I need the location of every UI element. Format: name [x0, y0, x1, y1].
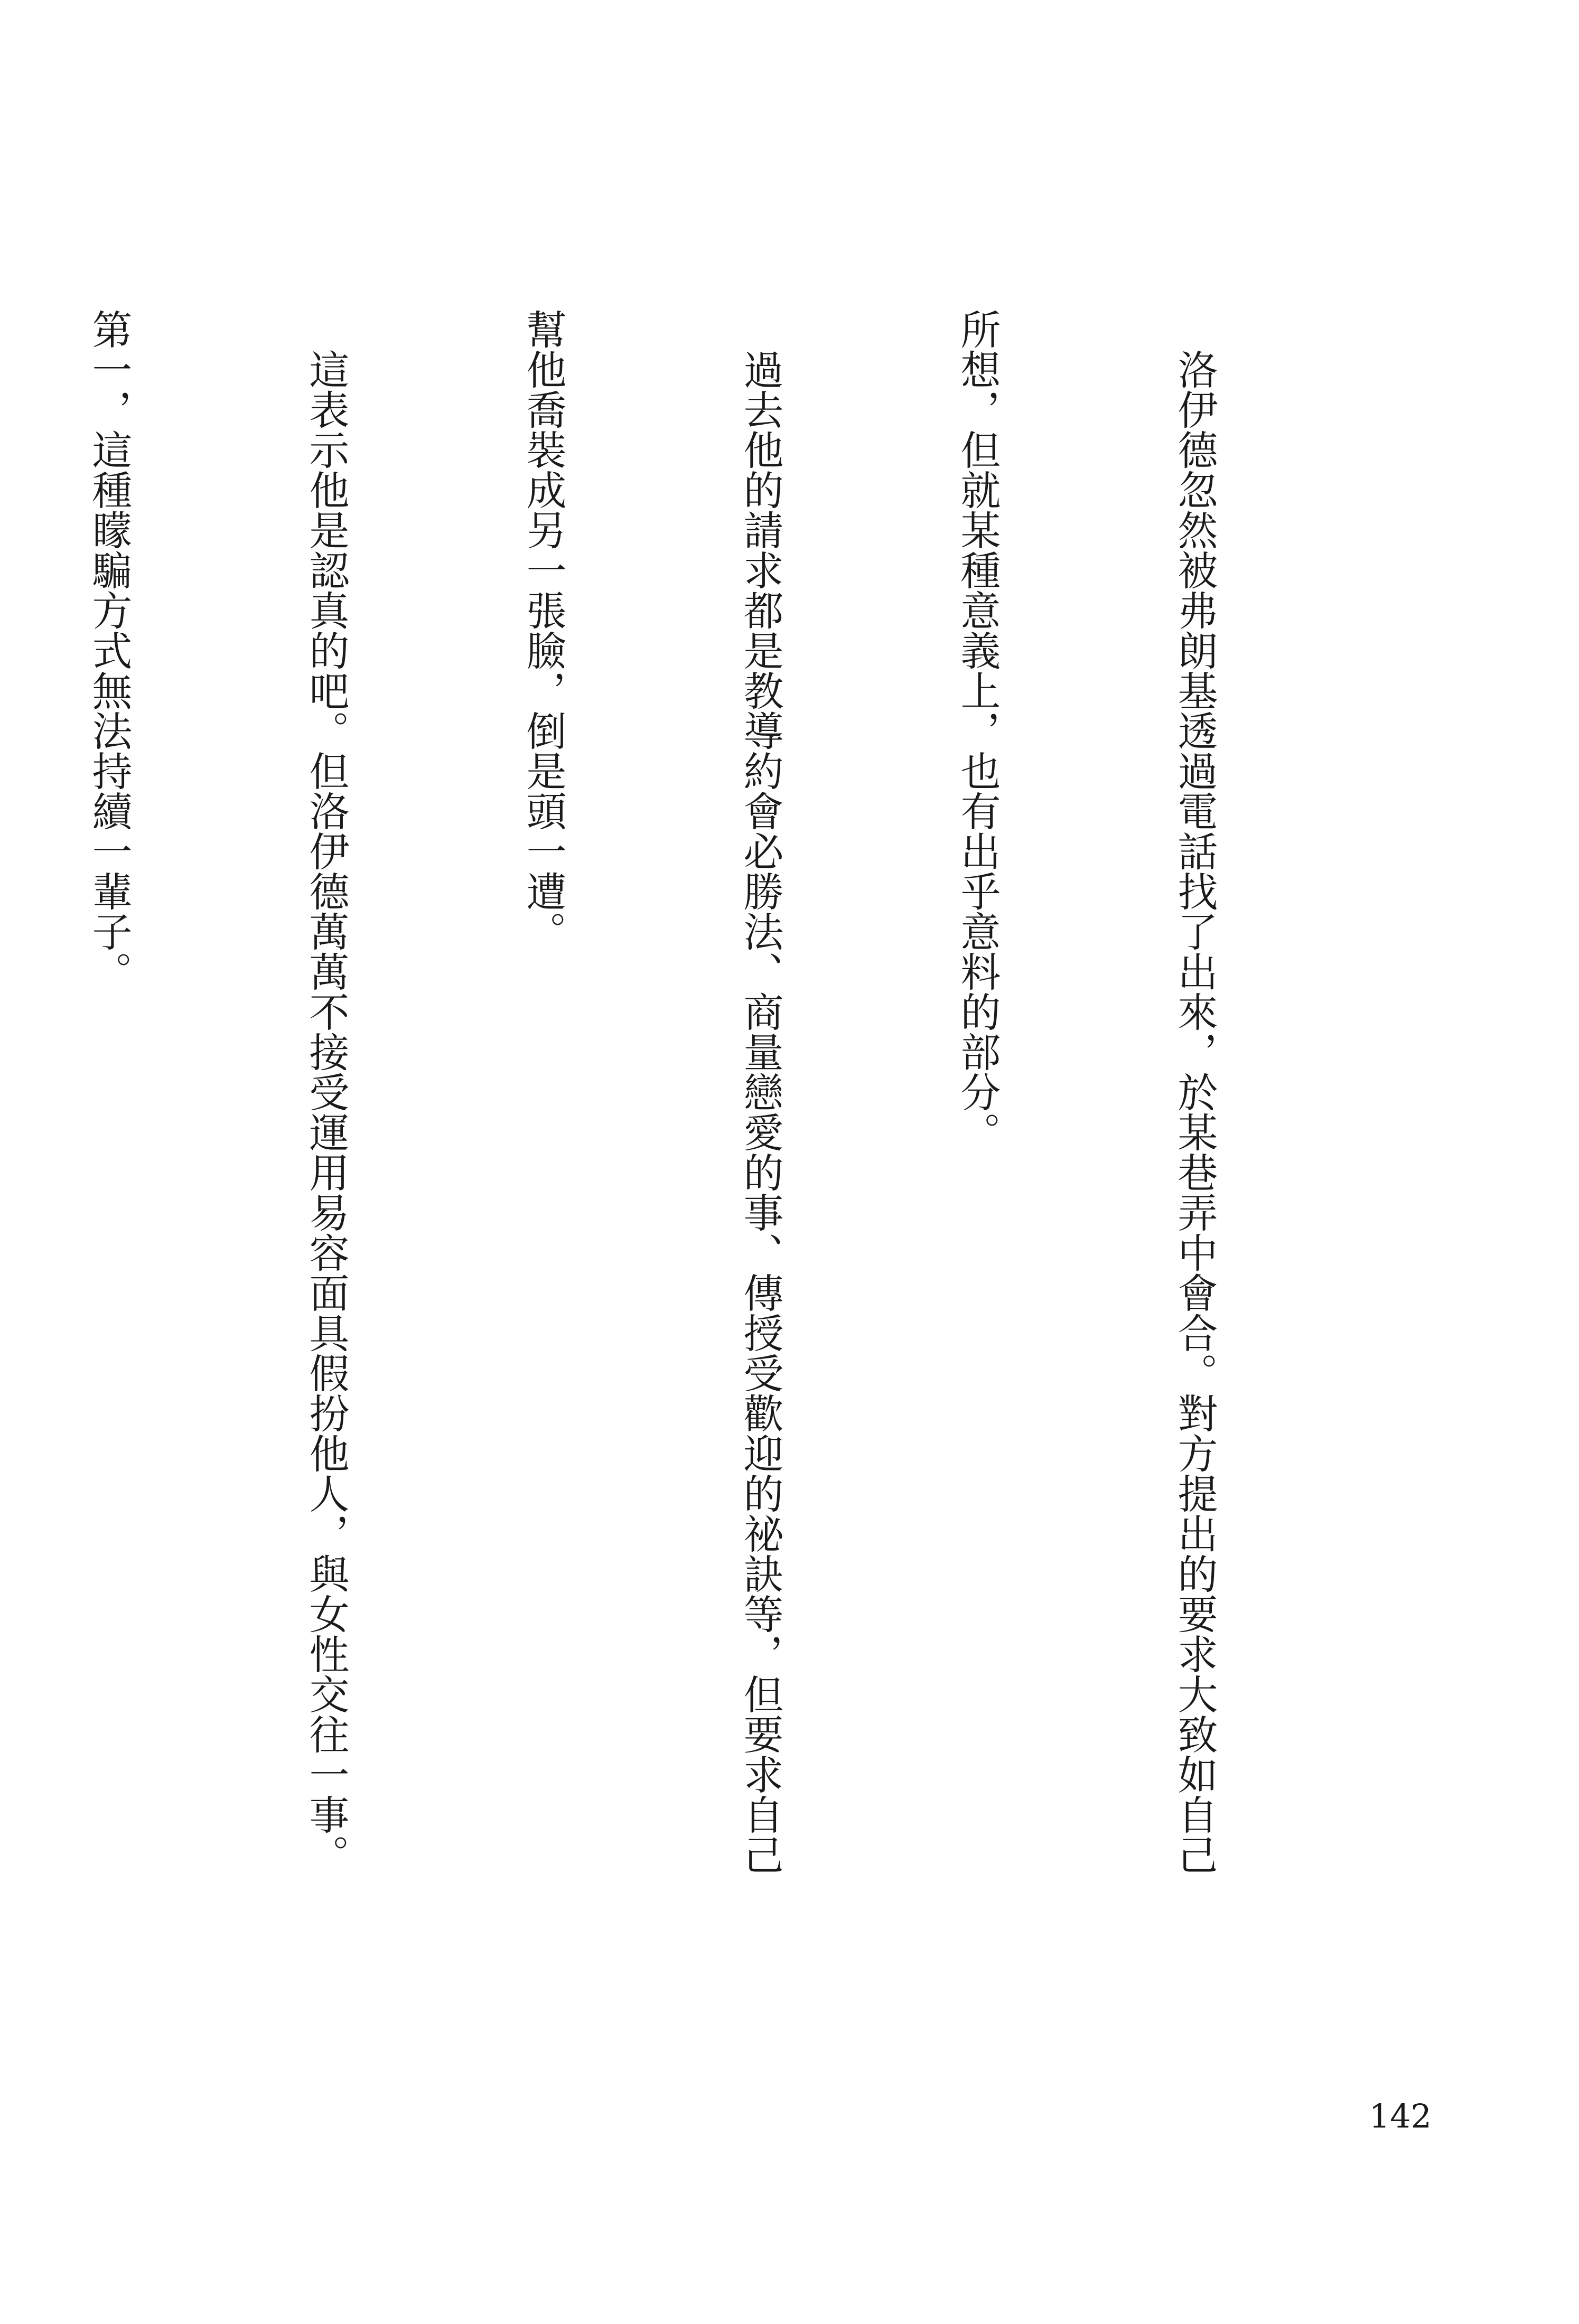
text-line: 所想，但就某種意義上，也有出乎意料的部分。 [954, 309, 1001, 1152]
body-text [0, 309, 1376, 2189]
text-line: 這表示他是認真的吧。但洛伊德萬萬不接受運用易容面具假扮他人，與女性交往一事。 [303, 349, 350, 1875]
text-line: 幫他喬裝成另一張臉，倒是頭一遭。 [520, 309, 567, 951]
text-line: 第一，這種矇騙方式無法持續一輩子。 [86, 309, 133, 991]
text-line: 過去他的請求都是教導約會必勝法、商量戀愛的事、傳授受歡迎的祕訣等，但要求自己 [737, 349, 784, 1875]
text-line: 洛伊德忽然被弗朗基透過電話找了出來，於某巷弄中會合。對方提出的要求大致如自己 [1171, 349, 1218, 1875]
page-number: 142 [1369, 2097, 1432, 2135]
